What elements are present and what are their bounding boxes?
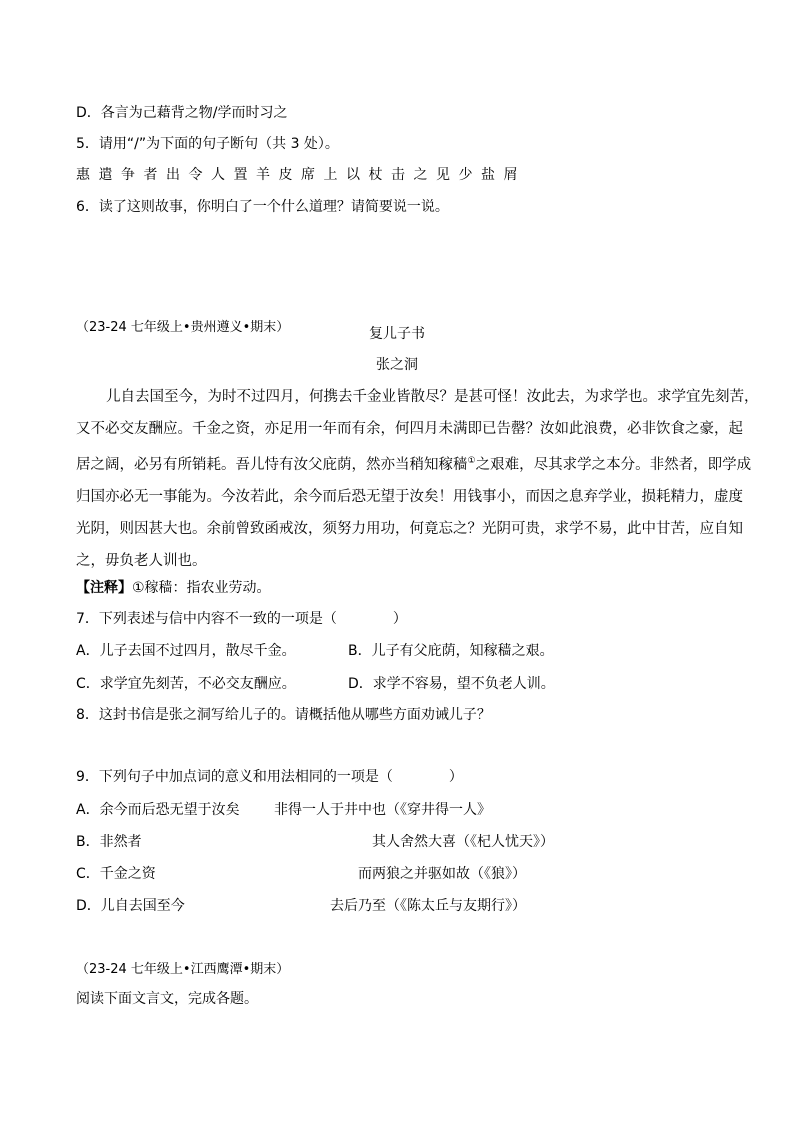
q9-option-c-left: C．千金之资 <box>76 866 156 882</box>
question-9: 9．下列句子中加点词的意义和用法相同的一项是（ ） <box>76 769 463 785</box>
question-8: 8．这封书信是张之洞写给儿子的。请概括他从哪些方面劝诫儿子？ <box>76 707 491 723</box>
passage-line <box>76 445 752 481</box>
passage-line: 儿自去国至今，为时不过四月，何携去千金业皆散尽？是甚可怪！汝此去，为求学也。求学宜先刻苦， <box>106 389 759 405</box>
source-label-1: （23-24 七年级上•贵州遵义•期末） <box>76 320 290 335</box>
q7-option-c: C．求学宜先刻苦，不必交友酬应。 <box>76 676 296 692</box>
passage-line: 之，毋负老人训也。 <box>76 552 207 569</box>
annotation-note <box>76 578 271 598</box>
reading-instruction: 阅读下面文言文，完成各题。 <box>76 991 258 1007</box>
passage-line: 归国亦必无一事能为。今汝若此，余今而后恐无望于汝矣！用钱事小，而因之息弃学业，损耗精力，虚度 <box>76 488 743 505</box>
q9-option-b-right: 其人舍然大喜（《杞人忧天》） <box>372 834 554 850</box>
passage-title: 复儿子书 <box>369 326 425 342</box>
question-5: 5．请用“/”为下面的句子断句（共 3 处）。 <box>76 136 339 152</box>
note-text: ①稼穑：指农业劳动。 <box>132 580 271 596</box>
passage-line: 又不必交友酬应。千金之资，亦足用一年而有余，何四月未满即已告罄？汝如此浪费，必非饮食之豪，起 <box>76 421 743 437</box>
question-7: 7．下列表述与信中内容不一致的一项是（ ） <box>76 611 407 627</box>
passage-body <box>76 381 759 577</box>
footnote-marker: ① <box>467 456 476 466</box>
option-d-line: D．各言为己藉背之物/学而时习之 <box>76 105 288 121</box>
question-5-sentence: 惠遣争者出令人置羊皮席上以杖击之见少盐屑 <box>76 167 526 183</box>
source-label-2: （23-24 七年级上•江西鹰潭•期末） <box>76 962 290 977</box>
q7-option-d: D．求学不容易，望不负老人训。 <box>348 676 555 692</box>
q7-option-b: B．儿子有父庇荫，知稼穑之艰。 <box>348 643 554 659</box>
q7-option-a: A．儿子去国不过四月，散尽千金。 <box>76 643 296 659</box>
q9-option-d-right: 去后乃至（《陈太丘与友期行》） <box>330 898 526 914</box>
passage-line: 光阴，则因甚大也。余前曾致函戒汝，须努力用功，何竟忘之？光阴可贵，求学不易，此中甘苦，应自知 <box>76 520 743 537</box>
passage-author: 张之洞 <box>376 357 418 373</box>
passage-line-part: 居之阔，必另有所销耗。吾儿恃有汝父庇荫，然亦当稍知稼穑 <box>76 456 468 473</box>
note-label: 【注释】 <box>76 580 132 596</box>
q9-option-a-left: A．余今而后恐无望于汝矣 <box>76 802 240 818</box>
q9-option-c-right: 而两狼之并驱如故（《狼》） <box>358 866 526 882</box>
passage-line-part: 之艰难，尽其求学之本分。非然者，即学成 <box>475 456 752 473</box>
question-6: 6．读了这则故事，你明白了一个什么道理？请简要说一说。 <box>76 199 449 215</box>
q9-option-d-left: D．儿自去国至今 <box>76 898 185 914</box>
q9-option-a-right: 非得一人于井中也（《穿井得一人》 <box>274 802 491 818</box>
q9-option-b-left: B．非然者 <box>76 834 142 850</box>
